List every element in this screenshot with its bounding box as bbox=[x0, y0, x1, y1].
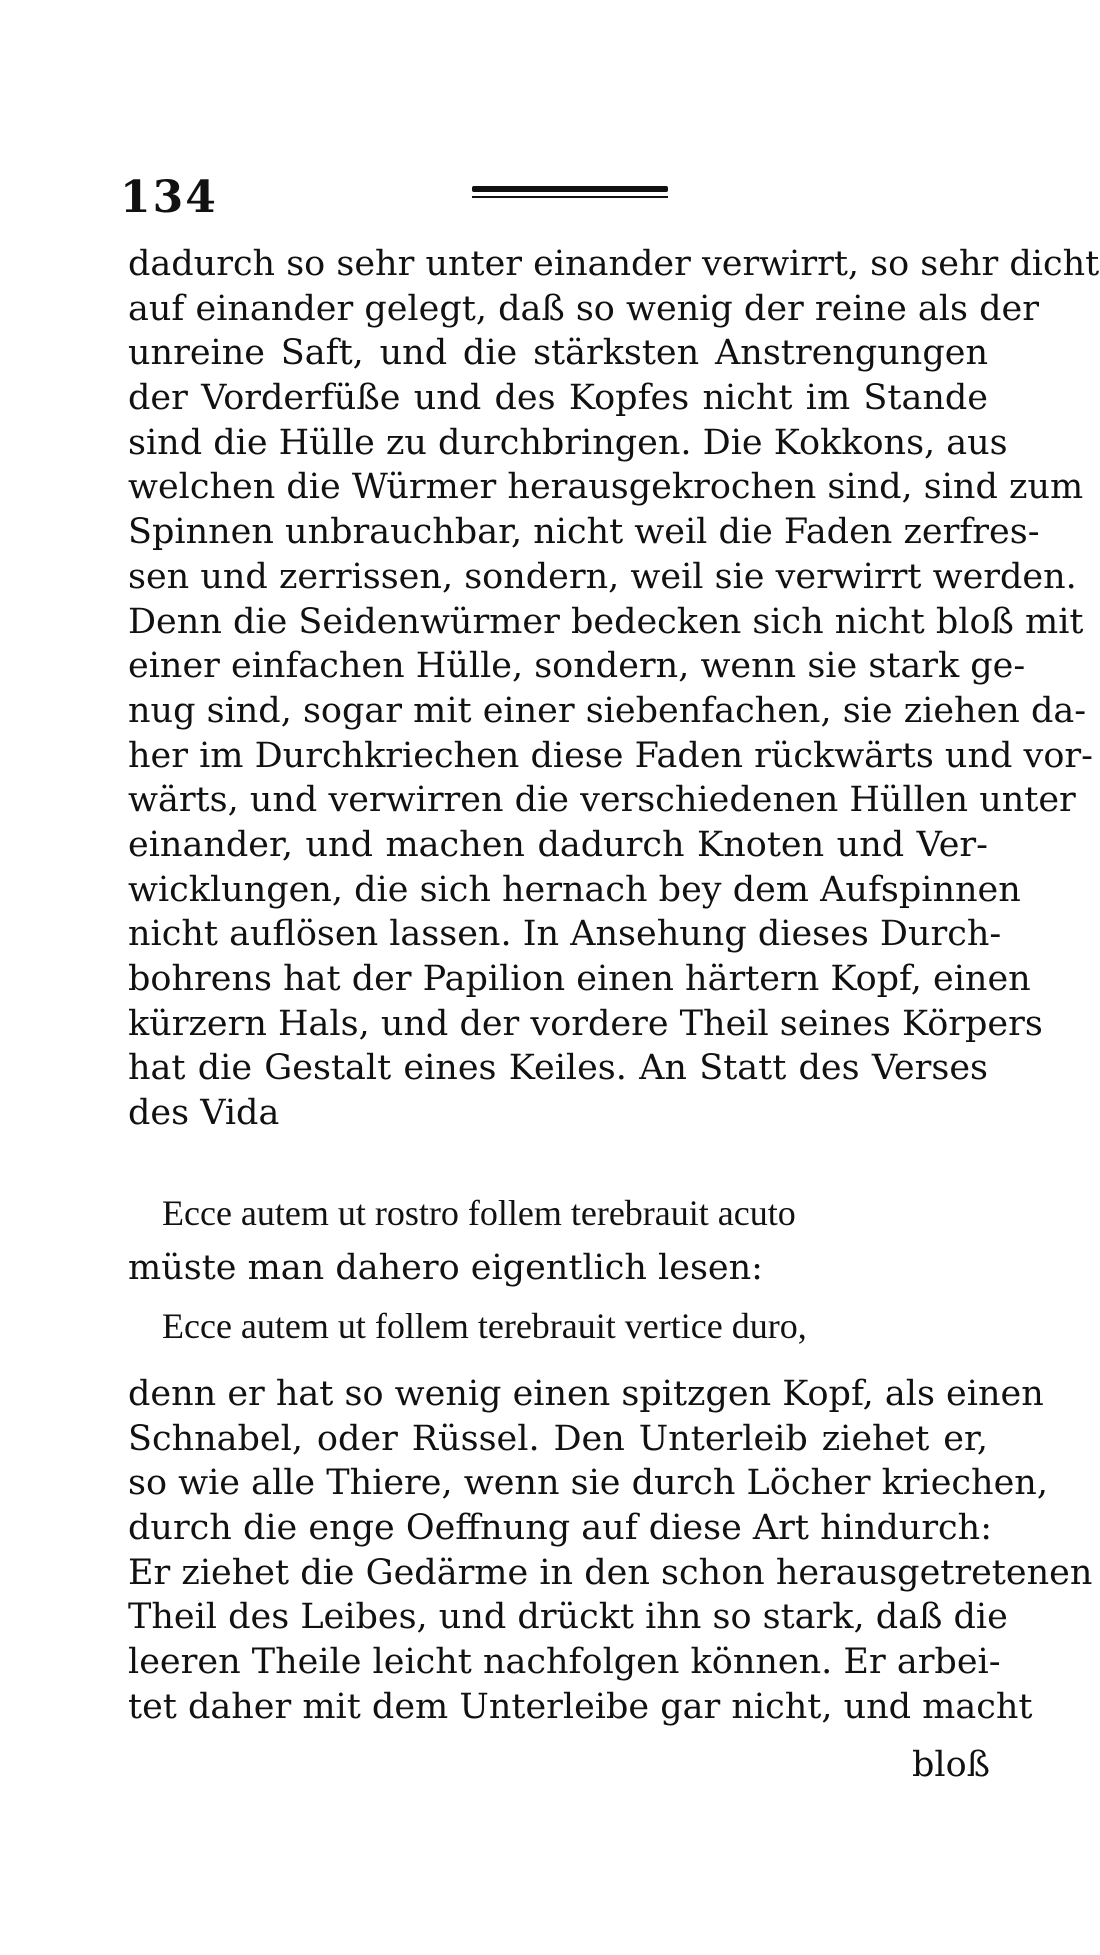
text-line: durch die enge Oeffnung auf diese Art hindurch: bbox=[128, 1508, 992, 1549]
text-line: des Vida bbox=[128, 1093, 280, 1134]
text-line: welchen die Würmer herausgekrochen sind, sind zum bbox=[128, 467, 1084, 508]
text-line: einander, und machen dadurch Knoten und Ver- bbox=[128, 824, 988, 865]
page-number: 134 bbox=[120, 172, 218, 223]
text-line: unreine Saft, und die stärksten Anstrengungen bbox=[128, 333, 988, 374]
text-line: leeren Theile leicht nachfolgen können. Er arbei- bbox=[128, 1642, 1001, 1683]
text-line: denn er hat so wenig einen spitzgen Kopf, als einen bbox=[128, 1374, 1044, 1414]
paragraph-2 bbox=[128, 1372, 1093, 1730]
text-line: sen und zerrissen, sondern, weil sie verwirrt werden. bbox=[128, 556, 1077, 597]
text-line: Denn die Seidenwürmer bedecken sich nicht bloß mit bbox=[128, 601, 1084, 642]
text-line: Theil des Leibes, und drückt ihn so stark, daß die bbox=[128, 1597, 1008, 1638]
text-line: hat die Gestalt eines Keiles. An Statt des Verses bbox=[128, 1048, 988, 1089]
text-line: nug sind, sogar mit einer siebenfachen, sie ziehen da- bbox=[128, 690, 1087, 731]
text-line: kürzern Hals, und der vordere Theil seines Körpers bbox=[128, 1003, 1043, 1044]
text-line: tet daher mit dem Unterleibe gar nicht, und macht bbox=[128, 1686, 1033, 1727]
text-line: bohrens hat der Papilion einen härtern Kopf, einen bbox=[128, 959, 1031, 999]
text-line: her im Durchkriechen diese Faden rückwärts und vor- bbox=[128, 735, 1093, 776]
text-line: wärts, und verwirren die verschiedenen Hüllen unter bbox=[128, 780, 1076, 821]
header-rule bbox=[472, 186, 668, 192]
catchword: bloß bbox=[912, 1745, 991, 1785]
text-line: dadurch so sehr unter einander verwirrt, so sehr dicht bbox=[128, 244, 1100, 284]
text-line: so wie alle Thiere, wenn sie durch Löcher kriechen, bbox=[128, 1463, 1048, 1504]
text-line: Er ziehet die Gedärme in den schon herausgetretenen bbox=[128, 1552, 1093, 1593]
text-line: Schnabel, oder Rüssel. Den Unterleib ziehet er, bbox=[128, 1418, 988, 1459]
text-line: der Vorderfüße und des Kopfes nicht im Stande bbox=[128, 378, 988, 419]
connecting-line: müste man dahero eigentlich lesen: bbox=[128, 1248, 763, 1288]
paragraph-1 bbox=[128, 242, 1100, 1136]
latin-verse-original: Ecce autem ut rostro follem terebrauit acuto bbox=[162, 1193, 796, 1233]
text-line: nicht auflösen lassen. In Ansehung dieses Durch- bbox=[128, 914, 1002, 955]
latin-verse-corrected: Ecce autem ut follem terebrauit vertice duro, bbox=[162, 1306, 807, 1346]
text-line: Spinnen unbrauchbar, nicht weil die Faden zerfres- bbox=[128, 512, 1040, 553]
text-line: auf einander gelegt, daß so wenig der reine als der bbox=[128, 288, 1039, 329]
text-line: einer einfachen Hülle, sondern, wenn sie stark ge- bbox=[128, 646, 1026, 687]
text-line: sind die Hülle zu durchbringen. Die Kokkons, aus bbox=[128, 422, 1008, 463]
text-line: wicklungen, die sich hernach bey dem Aufspinnen bbox=[128, 869, 1021, 910]
header-rule-thin bbox=[472, 196, 668, 198]
